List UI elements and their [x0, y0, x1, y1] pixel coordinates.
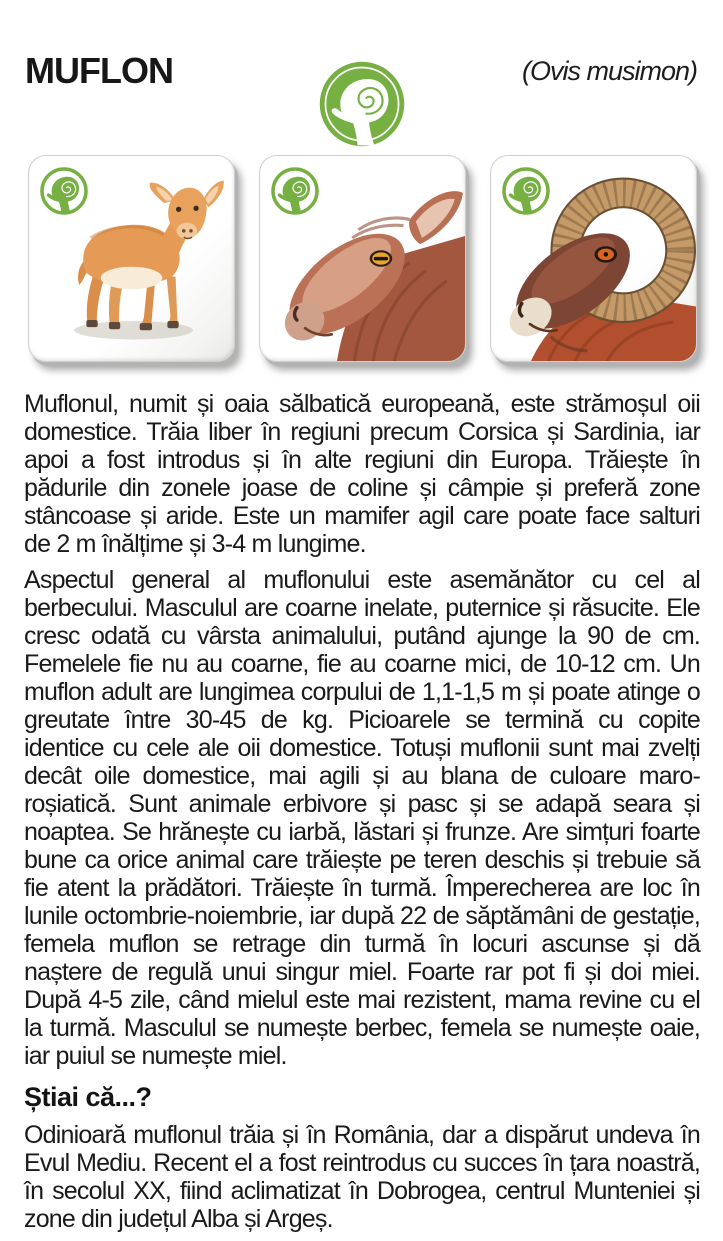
article-body: [24, 390, 700, 1241]
ram-head-icon: [270, 166, 320, 216]
latin-name: (Ovis musimon): [521, 56, 697, 86]
card-male-mouflon: [490, 155, 697, 362]
did-you-know-heading: Știai că...?: [24, 1082, 152, 1112]
card-young-mouflon: [28, 155, 235, 362]
ram-head-icon: [39, 166, 89, 216]
page-title: MUFLON: [25, 50, 173, 91]
paragraph-did-you-know: Odinioară muflonul trăia și în România, dar a dispărut undeva în Evul Mediu. Recent el a fost reintrodus cu succes în țara noastră, în secolul XX, fiind aclimatizat în Dobrogea, centrul Munteniei și zone din județul Alba și Argeș.: [24, 1121, 700, 1233]
ram-head-icon: [501, 166, 551, 216]
paragraph-intro: Muflonul, numit și oaia sălbatică europeană, este strămoșul oii domestice. Trăia liber în regiuni precum Corsica și Sardinia, iar apoi a fost introdus și în alte regiuni din Europa. Trăiește în pădurile din zonele joase de coline și câmpie și preferă zone stâncoase și aride. Este un mamifer agil care poate face salturi de 2 m înălțime și 3-4 m lungime.: [24, 390, 700, 558]
paragraph-description: Aspectul general al muflonului este asemănător cu cel al berbecului. Masculul are coarne inelate, puternice și răsucite. Ele cresc odată cu vârsta animalului, putând ajunge la 90 de cm. Femelele fie nu au coarne, fie au coarne mici, de 10-12 cm. Un muflon adult are lungimea corpului de 1,1-1,5 m și poate atinge o greutate între 30-45 de kg. Picioarele se termină cu copite identice cu cele ale oii domestice. Totuși muflonii sunt mai zvelți decât oile domestice, mai agili și au blana de culoare maro-roșiatică. Sunt animale erbivore și pasc și se adapă seara și noaptea. Se hrănește cu iarbă, lăstari și frunze. Are simțuri foarte bune ca orice animal care trăiește pe teren deschis și trebuie să fie atent la prădători. Trăiește în turmă. Împerecherea are loc în lunile octombrie-noiembrie, iar după 22 de săptămâni de gestație, femela muflon se retrage din turmă în locuri ascunse și dă naștere de regulă unui singur miel. Foarte rar pot fi și doi miei. După 4-5 zile, când mielul este mai rezistent, mama revine cu el la turmă. Masculul se numește berbec, femela se numește oaie, iar puiul se numește miel.: [24, 566, 700, 1070]
card-female-mouflon: [259, 155, 466, 362]
image-gallery: [28, 155, 698, 362]
ram-head-icon: [318, 60, 406, 148]
